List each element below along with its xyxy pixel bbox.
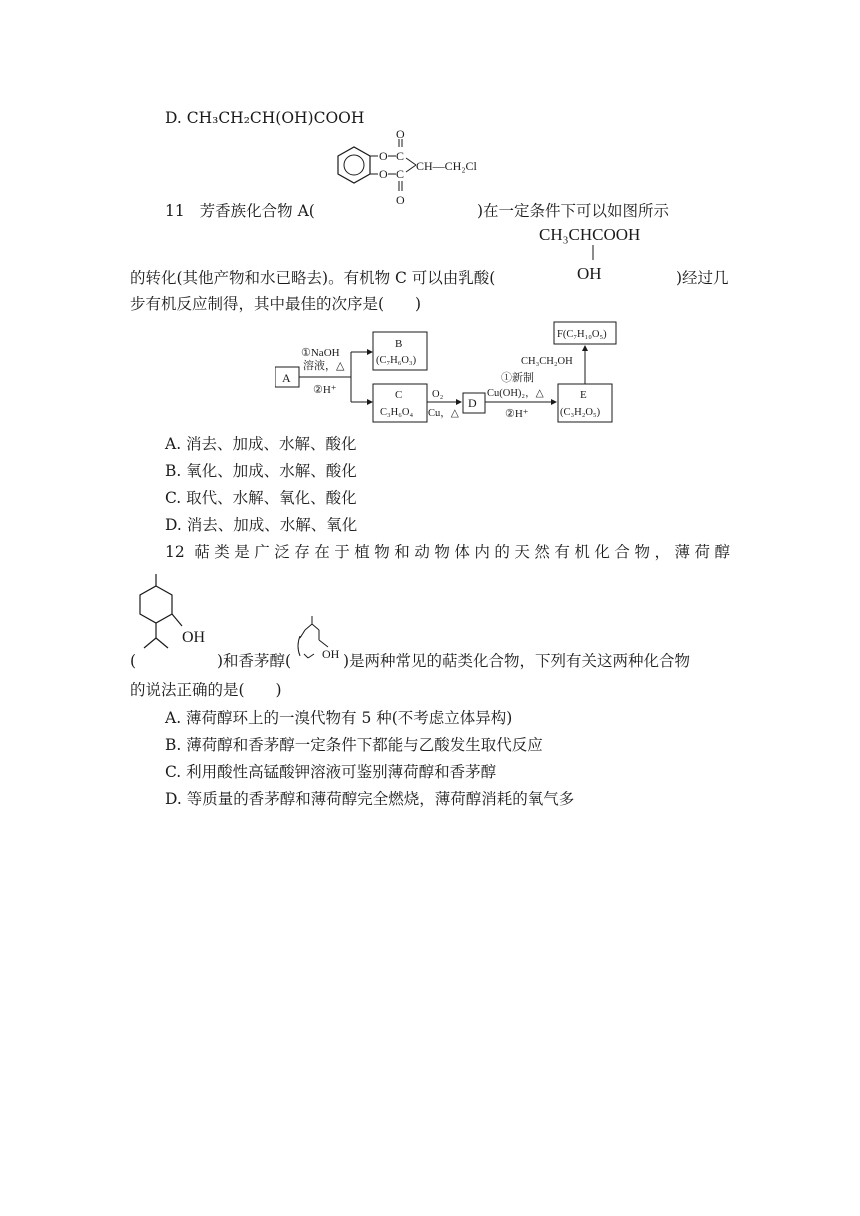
box-b-label: B — [395, 338, 403, 350]
q11-number: 11 — [165, 202, 185, 220]
q11-stem-part4: )经过几 — [676, 269, 729, 287]
carbonyl-oxygen-bottom: O — [396, 193, 405, 207]
box-e-formula: (C₃H₂O₅) — [560, 407, 601, 418]
q11-option-b: B. 氧化、加成、水解、酸化 — [165, 462, 357, 480]
citronellol-structure — [292, 614, 348, 672]
step1-reagent-c: ②H⁺ — [313, 384, 337, 396]
q12-stem-part1: 萜类是广泛存在于植物和动物体内的天然有机化合物，薄荷醇 — [194, 543, 730, 561]
step1-reagent-a: ①NaOH — [301, 347, 340, 359]
q12-stem-line1 — [165, 542, 730, 562]
oxygen-reagent: O₂ — [432, 389, 444, 400]
q12-stem-part3: 的说法正确的是( ) — [130, 681, 282, 699]
q10-option-d: D. CH₃CH₂CH(OH)COOH — [165, 109, 365, 127]
carbon-1: C — [396, 149, 405, 163]
menthol-oh: OH — [182, 629, 206, 646]
q11-stem-part3: 的转化(其他产物和水已略去)。有机物 C 可以由乳酸( — [130, 269, 496, 287]
reaction-flow-diagram — [275, 318, 645, 428]
lactic-acid-oh: OH — [577, 264, 602, 283]
q11-stem-part2: )在一定条件下可以如图所示 — [477, 202, 670, 220]
step3-reagent-b: Cu(OH)₂，△ — [487, 388, 544, 399]
q11-option-d: D. 消去、加成、水解、氧化 — [165, 516, 358, 534]
box-d-label: D — [468, 396, 477, 410]
step3-reagent-a: ①新制 — [501, 372, 534, 384]
box-f-label: F(C₇H₁₀O₅) — [557, 329, 607, 340]
copper-reagent: Cu，△ — [428, 408, 459, 419]
q12-stem-open-paren: ( — [130, 652, 137, 670]
ethanol-reagent: CH₃CH₂OH — [521, 356, 573, 367]
ring-oxygen-2: O — [379, 167, 388, 181]
box-a-label: A — [282, 371, 291, 385]
box-b-formula: (C₇H₆O₃) — [376, 355, 417, 366]
carbon-2: C — [396, 167, 405, 181]
q12-option-d: D. 等质量的香茅醇和薄荷醇完全燃烧，薄荷醇消耗的氧气多 — [165, 790, 575, 808]
box-e-label: E — [580, 389, 587, 401]
compound-a-structure — [318, 128, 478, 214]
step1-reagent-b: 溶液，△ — [303, 360, 345, 372]
q11-option-a: A. 消去、加成、水解、酸化 — [165, 435, 357, 453]
step3-reagent-c: ②H⁺ — [505, 408, 529, 420]
ring-oxygen-1: O — [379, 149, 388, 163]
q11-option-c: C. 取代、水解、氧化、酸化 — [165, 489, 357, 507]
q12-stem-part2-mid: )和香茅醇( — [217, 652, 292, 670]
lactic-acid-main: CH₃CHCOOH — [539, 225, 641, 244]
lactic-acid-structure — [535, 222, 685, 284]
side-chain: CH—CH₂Cl — [416, 159, 477, 173]
q11-stem-part5: 步有机反应制得，其中最佳的次序是( ) — [130, 295, 422, 313]
box-c-label: C — [395, 389, 403, 401]
q12-option-a: A. 薄荷醇环上的一溴代物有 5 种(不考虑立体异构) — [165, 709, 513, 727]
q12-option-c: C. 利用酸性高锰酸钾溶液可鉴别薄荷醇和香茅醇 — [165, 763, 497, 781]
q12-number: 12 — [165, 543, 185, 561]
q11-stem-part1: 芳香族化合物 A( — [199, 202, 315, 220]
citronellol-oh: OH — [322, 647, 340, 661]
q12-option-b: B. 薄荷醇和香茅醇一定条件下都能与乙酸发生取代反应 — [165, 736, 543, 754]
q12-stem-part2-end: )是两种常见的萜类化合物，下列有关这两种化合物 — [343, 652, 691, 670]
q11-stem-line1 — [165, 201, 315, 221]
box-c-formula: C₃H₆O₄ — [380, 407, 414, 418]
menthol-structure — [128, 568, 220, 660]
carbonyl-oxygen-top: O — [396, 128, 405, 141]
